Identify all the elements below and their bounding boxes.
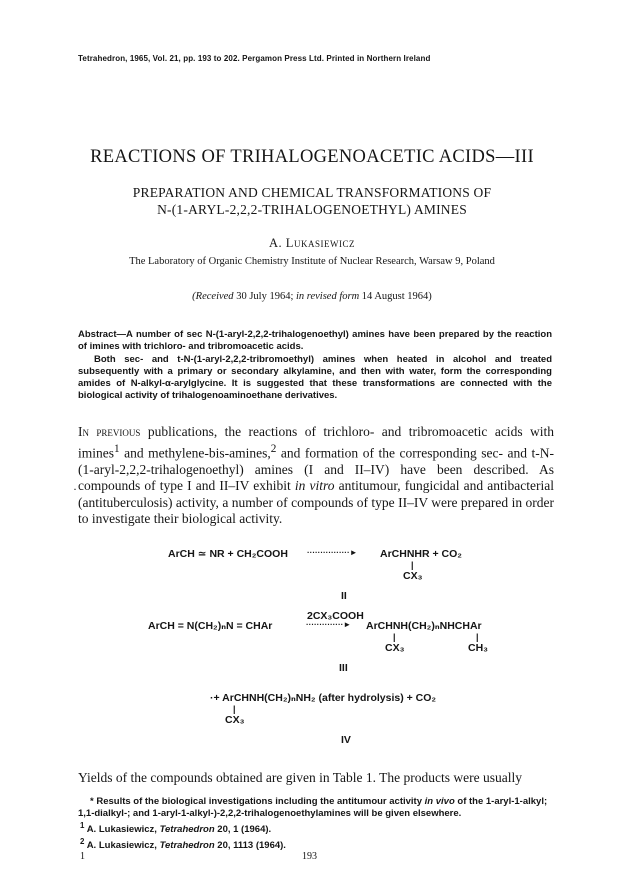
reaction-2-reagent: 2CX₃COOH <box>307 610 364 622</box>
citation-1: 1 <box>114 442 120 455</box>
body-text-c: and formation of the corresponding sec- and t-N-(1-aryl-2,2,2-trihalogenoethyl) amines (I and II–IV) have been described. As compounds of type I and II–IV exhibit <box>78 445 554 493</box>
footnotes <box>78 796 554 852</box>
body-text-d: antitumour, fungicidal and antibacterial (antituberculosis) activity, a number of compounds of type II–IV were prepared in order to investigate their biological activity. <box>78 478 554 526</box>
abstract-paragraph-2: Both sec- and t-N-(1-aryl-2,2,2-tribromoethyl) amines when heated in alcohol and treated subsequently with a primary or secondary alkylamine, and then with water, form the corresponding amides of N-alkyl-α-arylglycine. It is suggested that these transformations are connected with the biological activity of trihalogenoaminoethane derivatives. <box>78 353 552 402</box>
body-previous: previous <box>96 424 141 439</box>
running-header: Tetrahedron, 1965, Vol. 21, pp. 193 to 202. Pergamon Press Ltd. Printed in Northern Ireland <box>78 54 431 63</box>
received-dates <box>0 291 624 302</box>
reaction-2-substituent-1: CX₃ <box>385 642 405 654</box>
reaction-3-substituent: CX₃ <box>225 714 245 726</box>
reaction-1-product: ArCHNHR + CO₂ <box>380 548 462 560</box>
reaction-2-product: ArCHNH(CH₂)ₙNHCHAr <box>366 620 482 632</box>
revised-label: in revised form <box>295 291 360 302</box>
received-label: (Received <box>192 291 234 302</box>
author-initial: A. L <box>269 236 294 250</box>
body-text-b: and methylene-bis-amines, <box>119 445 271 460</box>
reaction-1-substituent: CX₃ <box>403 570 423 582</box>
page-number: 193 <box>302 851 317 862</box>
body-n: n <box>82 424 89 439</box>
compound-label-III: III <box>339 662 348 674</box>
abstract <box>78 329 552 403</box>
reaction-1-bond: | <box>411 560 414 570</box>
page-mark-left: 1 <box>80 851 85 862</box>
reaction-scheme <box>0 548 624 768</box>
revised-date: 14 August 1964) <box>361 291 432 302</box>
body-continuation: Yields of the compounds obtained are given in Table 1. The products were usually <box>78 770 522 785</box>
footnote-2: $^2$ A. Lukasiewicz, Tetrahedron 20, 1113 (1964). <box>80 837 286 852</box>
citation-2: 2 <box>270 442 277 455</box>
compound-label-II: II <box>341 590 347 602</box>
author-surname: ukasiewicz <box>293 236 355 250</box>
received-date: 30 July 1964; <box>236 291 294 302</box>
article-title: REACTIONS OF TRIHALOGENOACETIC ACIDS—III <box>90 147 534 167</box>
abstract-text-1: —A number of sec N-(1-aryl-2,2,2-trihalogenoethyl) amines have been prepared by the reaction of imines with trichloro- and tribromoacetic acids. <box>78 329 552 353</box>
author-name <box>0 236 624 251</box>
reaction-2-reactants: ArCH = N(CH₂)ₙN = CHAr <box>148 620 273 632</box>
subtitle-line-1: PREPARATION AND CHEMICAL TRANSFORMATIONS OF <box>132 185 492 200</box>
reaction-2-arrow: ··············► <box>306 620 352 629</box>
body-paragraph <box>78 424 554 528</box>
article-subtitle <box>60 184 564 218</box>
reaction-3-bond: | <box>233 704 236 714</box>
footnote-1: $^1$ A. Lukasiewicz, Tetrahedron 20, 1 (1964). <box>80 821 272 836</box>
affiliation: The Laboratory of Organic Chemistry Institute of Nuclear Research, Warsaw 9, Poland <box>129 256 495 267</box>
abstract-paragraph-1 <box>78 329 552 354</box>
reaction-3-product: ·+ ArCHNH(CH₂)ₙNH₂ (after hydrolysis) + CO₂ <box>210 692 437 704</box>
reaction-2-substituent-2: CH₃ <box>468 642 489 654</box>
footnote-star: * Results of the biological investigations including the antitumour activity in vivo of the 1-aryl-1-alkyl; 1,1-dialkyl-; and 1-aryl-1-alkyl-)-2,2,2-trihalogenoethylamines will be given elsewhere. <box>78 796 548 819</box>
reaction-2-bond-1: | <box>393 632 396 642</box>
margin-mark: · <box>73 482 77 496</box>
body-text-a: publications, the reactions of trichloro- and tribromoacetic acids with imines <box>78 424 554 460</box>
abstract-label: Abstract <box>78 329 117 340</box>
reaction-1-reactants: ArCH ≃ NR + CH₂COOH <box>168 548 288 560</box>
reaction-1-arrow: ················► <box>307 548 358 557</box>
dropcap: I <box>78 424 83 439</box>
compound-label-IV: IV <box>341 734 351 746</box>
subtitle-line-2: N-(1-ARYL-2,2,2-TRIHALOGENOETHYL) AMINES <box>157 202 467 217</box>
reaction-2-bond-2: | <box>476 632 479 642</box>
body-in-vitro: in vitro <box>294 478 335 493</box>
